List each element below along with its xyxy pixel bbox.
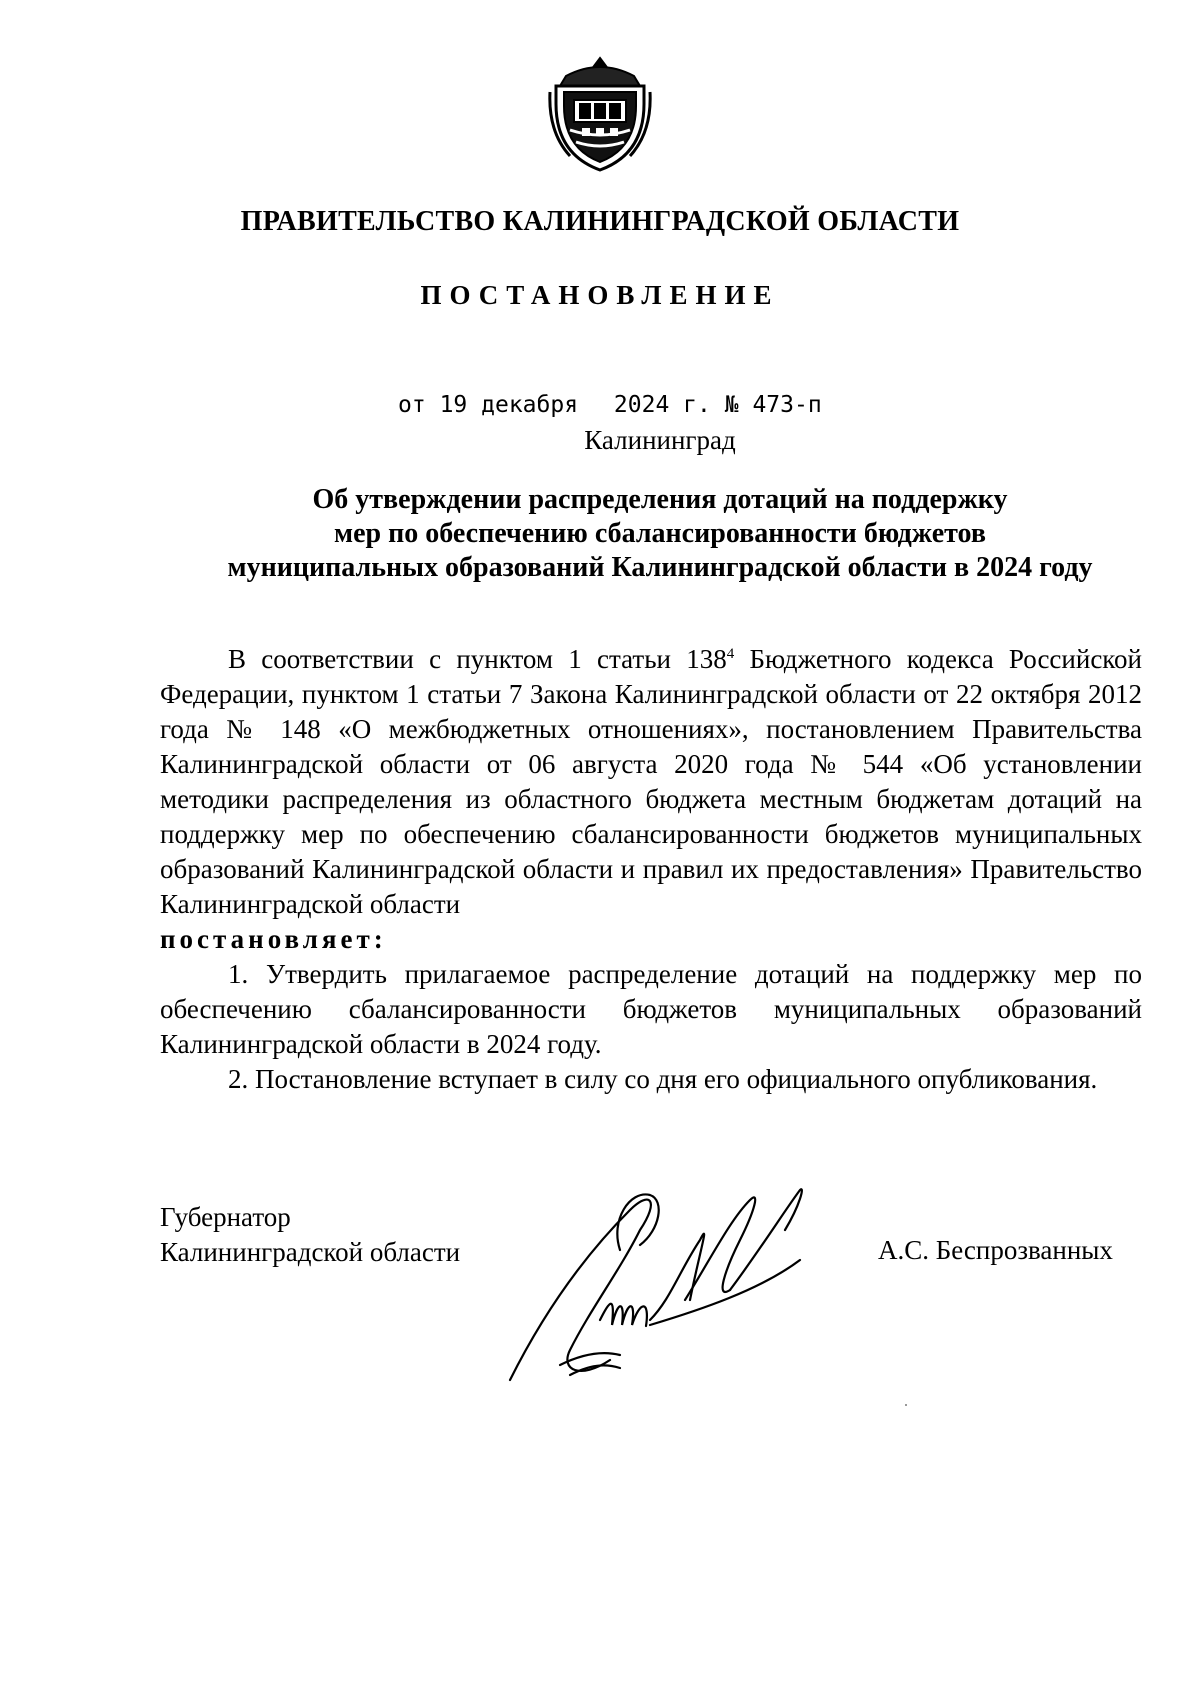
handwritten-signature	[500, 1150, 900, 1410]
signatory-position	[160, 1200, 460, 1270]
preamble-text: В соответствии с пунктом 1 статьи 138	[228, 644, 727, 674]
coat-of-arms-emblem	[546, 52, 654, 176]
item-1-paragraph: 1. Утвердить прилагаемое распределение дотаций на поддержку мер по обеспечению сбалансированности бюджетов муниципальных образований Калининградской области в 2024 году.	[160, 959, 1142, 1059]
position-line: Калининградской области	[160, 1237, 461, 1267]
government-title: ПРАВИТЕЛЬСТВО КАЛИНИНГРАДСКОЙ ОБЛАСТИ	[240, 206, 960, 237]
number-sign: №	[724, 392, 739, 418]
subject-line: Об утверждении распределения дотаций на поддержку	[312, 484, 1008, 515]
date-year: 2024 г.	[613, 392, 711, 418]
item-2-paragraph: 2. Постановление вступает в силу со дня его официального опубликования.	[228, 1064, 1098, 1094]
document-subject	[160, 483, 1160, 585]
document-body	[160, 642, 1142, 1097]
article-superscript: 4	[726, 646, 735, 662]
subject-line: мер по обеспечению сбалансированности бюджетов	[334, 518, 986, 549]
decree-word: постановляет:	[160, 924, 387, 954]
position-line: Губернатор	[160, 1202, 291, 1232]
scan-speck	[905, 1404, 907, 1406]
document-type-title: ПОСТАНОВЛЕНИЕ	[420, 280, 780, 310]
preamble-text-cont: Бюджетного кодекса Российской Федерации, пунктом 1 статьи 7 Закона Калининградской области от 22 октября 2012 года № 148 «О межбюджетных отношениях», постановлением Правительства Калининградской области от 06 августа 2020 года № 544 «Об установлении методики распределения из областного бюджета местным бюджетам дотаций на поддержку мер по обеспечению сбалансированности бюджетов муниципальных образований Калининградской области и правил их предоставления» Правительство Калининградской области	[160, 644, 1142, 919]
date-month: декабря	[481, 392, 579, 418]
signatory-name: А.С. Беспрозванных	[878, 1235, 1113, 1265]
date-number-line	[398, 392, 822, 418]
document-number: 473-п	[752, 392, 822, 418]
preamble-paragraph	[160, 642, 1142, 922]
subject-line: муниципальных образований Калининградской области в 2024 году	[227, 552, 1093, 583]
date-day: 19	[439, 392, 468, 418]
city-name: Калининград	[584, 425, 736, 455]
date-prefix: от	[398, 392, 426, 418]
decree-word-paragraph	[160, 922, 1142, 957]
